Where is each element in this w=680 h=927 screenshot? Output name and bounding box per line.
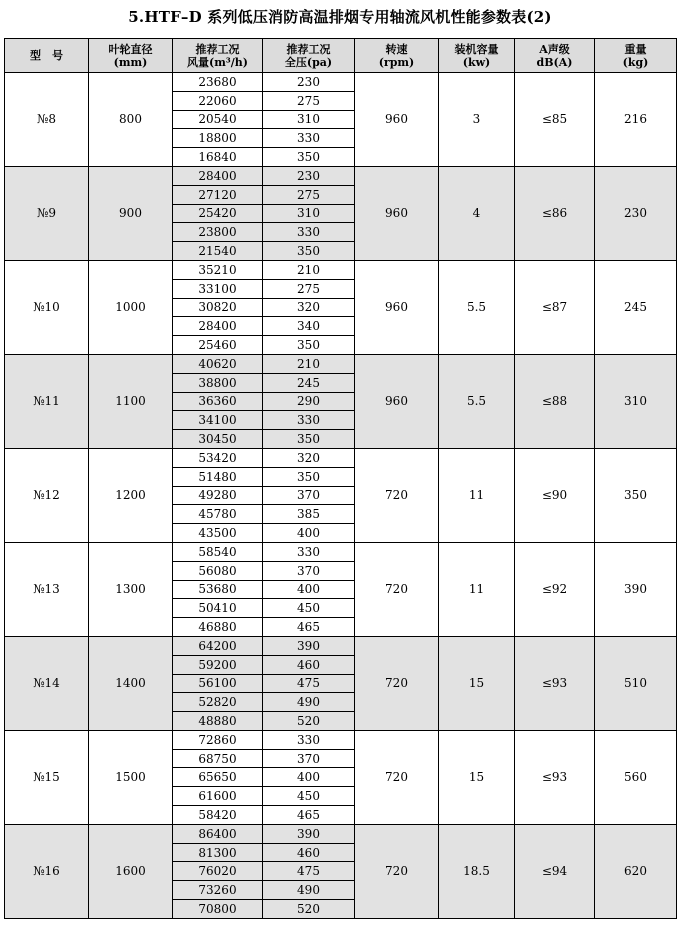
pressure-cell: 370 [263,749,355,768]
model-cell: №9 [5,166,89,260]
diameter-cell: 900 [89,166,173,260]
speed-cell: 720 [355,448,439,542]
diameter-cell: 1000 [89,260,173,354]
airflow-cell: 46880 [173,618,263,637]
table-header-row [5,39,677,73]
header-weight: 重量 (kg) [595,39,677,73]
airflow-cell: 28400 [173,317,263,336]
pressure-cell: 350 [263,336,355,355]
speed-cell: 960 [355,166,439,260]
pressure-cell: 245 [263,373,355,392]
noise-cell: ≤87 [515,260,595,354]
airflow-cell: 23680 [173,73,263,92]
model-cell: №13 [5,542,89,636]
pressure-cell: 460 [263,655,355,674]
pressure-cell: 370 [263,486,355,505]
airflow-cell: 22060 [173,91,263,110]
airflow-cell: 86400 [173,824,263,843]
pressure-cell: 465 [263,618,355,637]
model-cell: №15 [5,730,89,824]
table-row [5,260,677,279]
noise-cell: ≤93 [515,636,595,730]
table-row [5,448,677,467]
airflow-cell: 20540 [173,110,263,129]
pressure-cell: 330 [263,730,355,749]
header-airflow: 推荐工况 风量(m³/h) [173,39,263,73]
pressure-cell: 275 [263,91,355,110]
noise-cell: ≤94 [515,824,595,918]
airflow-cell: 64200 [173,636,263,655]
header-pressure: 推荐工况 全压(pa) [263,39,355,73]
weight-cell: 216 [595,73,677,167]
pressure-cell: 490 [263,881,355,900]
airflow-cell: 23800 [173,223,263,242]
airflow-cell: 21540 [173,242,263,261]
diameter-cell: 800 [89,73,173,167]
pressure-cell: 320 [263,298,355,317]
weight-cell: 230 [595,166,677,260]
airflow-cell: 76020 [173,862,263,881]
pressure-cell: 275 [263,279,355,298]
airflow-cell: 27120 [173,185,263,204]
airflow-cell: 48880 [173,712,263,731]
pressure-cell: 230 [263,166,355,185]
airflow-cell: 58540 [173,542,263,561]
header-model: 型 号 [5,39,89,73]
speed-cell: 960 [355,73,439,167]
pressure-cell: 290 [263,392,355,411]
airflow-cell: 30820 [173,298,263,317]
noise-cell: ≤86 [515,166,595,260]
power-cell: 18.5 [439,824,515,918]
pressure-cell: 390 [263,636,355,655]
table-row [5,166,677,185]
weight-cell: 245 [595,260,677,354]
model-cell: №8 [5,73,89,167]
noise-cell: ≤88 [515,354,595,448]
power-cell: 15 [439,636,515,730]
performance-table [4,38,677,919]
diameter-cell: 1500 [89,730,173,824]
page-title: 5.HTF–D 系列低压消防高温排烟专用轴流风机性能参数表(2) [128,8,552,26]
airflow-cell: 81300 [173,843,263,862]
pressure-cell: 400 [263,580,355,599]
airflow-cell: 49280 [173,486,263,505]
pressure-cell: 350 [263,242,355,261]
header-diameter: 叶轮直径 (mm) [89,39,173,73]
pressure-cell: 230 [263,73,355,92]
airflow-cell: 65650 [173,768,263,787]
pressure-cell: 400 [263,768,355,787]
pressure-cell: 460 [263,843,355,862]
airflow-cell: 45780 [173,505,263,524]
weight-cell: 620 [595,824,677,918]
airflow-cell: 18800 [173,129,263,148]
airflow-cell: 28400 [173,166,263,185]
speed-cell: 960 [355,354,439,448]
airflow-cell: 33100 [173,279,263,298]
airflow-cell: 52820 [173,693,263,712]
power-cell: 4 [439,166,515,260]
pressure-cell: 350 [263,148,355,167]
weight-cell: 390 [595,542,677,636]
model-cell: №14 [5,636,89,730]
airflow-cell: 73260 [173,881,263,900]
table-row [5,542,677,561]
pressure-cell: 275 [263,185,355,204]
airflow-cell: 51480 [173,467,263,486]
pressure-cell: 340 [263,317,355,336]
pressure-cell: 210 [263,260,355,279]
airflow-cell: 35210 [173,260,263,279]
power-cell: 11 [439,448,515,542]
pressure-cell: 320 [263,448,355,467]
diameter-cell: 1200 [89,448,173,542]
power-cell: 11 [439,542,515,636]
header-noise: A声级 dB(A) [515,39,595,73]
airflow-cell: 34100 [173,411,263,430]
pressure-cell: 490 [263,693,355,712]
noise-cell: ≤90 [515,448,595,542]
model-cell: №11 [5,354,89,448]
pressure-cell: 450 [263,599,355,618]
airflow-cell: 40620 [173,354,263,373]
weight-cell: 510 [595,636,677,730]
pressure-cell: 465 [263,806,355,825]
airflow-cell: 50410 [173,599,263,618]
pressure-cell: 390 [263,824,355,843]
pressure-cell: 310 [263,110,355,129]
diameter-cell: 1300 [89,542,173,636]
power-cell: 5.5 [439,354,515,448]
model-cell: №16 [5,824,89,918]
pressure-cell: 475 [263,862,355,881]
pressure-cell: 520 [263,712,355,731]
airflow-cell: 36360 [173,392,263,411]
pressure-cell: 330 [263,542,355,561]
airflow-cell: 53420 [173,448,263,467]
weight-cell: 350 [595,448,677,542]
table-row [5,73,677,92]
airflow-cell: 16840 [173,148,263,167]
airflow-cell: 43500 [173,524,263,543]
pressure-cell: 330 [263,129,355,148]
table-row [5,730,677,749]
airflow-cell: 25420 [173,204,263,223]
diameter-cell: 1100 [89,354,173,448]
header-speed: 转速 (rpm) [355,39,439,73]
speed-cell: 720 [355,636,439,730]
weight-cell: 560 [595,730,677,824]
pressure-cell: 400 [263,524,355,543]
table-row [5,824,677,843]
table-row [5,636,677,655]
noise-cell: ≤93 [515,730,595,824]
pressure-cell: 210 [263,354,355,373]
airflow-cell: 59200 [173,655,263,674]
pressure-cell: 330 [263,411,355,430]
pressure-cell: 520 [263,900,355,919]
airflow-cell: 70800 [173,900,263,919]
airflow-cell: 61600 [173,787,263,806]
airflow-cell: 30450 [173,430,263,449]
airflow-cell: 25460 [173,336,263,355]
airflow-cell: 58420 [173,806,263,825]
pressure-cell: 385 [263,505,355,524]
noise-cell: ≤85 [515,73,595,167]
airflow-cell: 38800 [173,373,263,392]
airflow-cell: 53680 [173,580,263,599]
noise-cell: ≤92 [515,542,595,636]
speed-cell: 960 [355,260,439,354]
airflow-cell: 56100 [173,674,263,693]
header-power: 装机容量 (kw) [439,39,515,73]
speed-cell: 720 [355,824,439,918]
pressure-cell: 350 [263,430,355,449]
model-cell: №12 [5,448,89,542]
weight-cell: 310 [595,354,677,448]
airflow-cell: 68750 [173,749,263,768]
model-cell: №10 [5,260,89,354]
power-cell: 3 [439,73,515,167]
speed-cell: 720 [355,542,439,636]
pressure-cell: 310 [263,204,355,223]
power-cell: 5.5 [439,260,515,354]
airflow-cell: 72860 [173,730,263,749]
pressure-cell: 350 [263,467,355,486]
speed-cell: 720 [355,730,439,824]
pressure-cell: 475 [263,674,355,693]
pressure-cell: 330 [263,223,355,242]
airflow-cell: 56080 [173,561,263,580]
diameter-cell: 1400 [89,636,173,730]
table-row [5,354,677,373]
pressure-cell: 370 [263,561,355,580]
diameter-cell: 1600 [89,824,173,918]
power-cell: 15 [439,730,515,824]
pressure-cell: 450 [263,787,355,806]
